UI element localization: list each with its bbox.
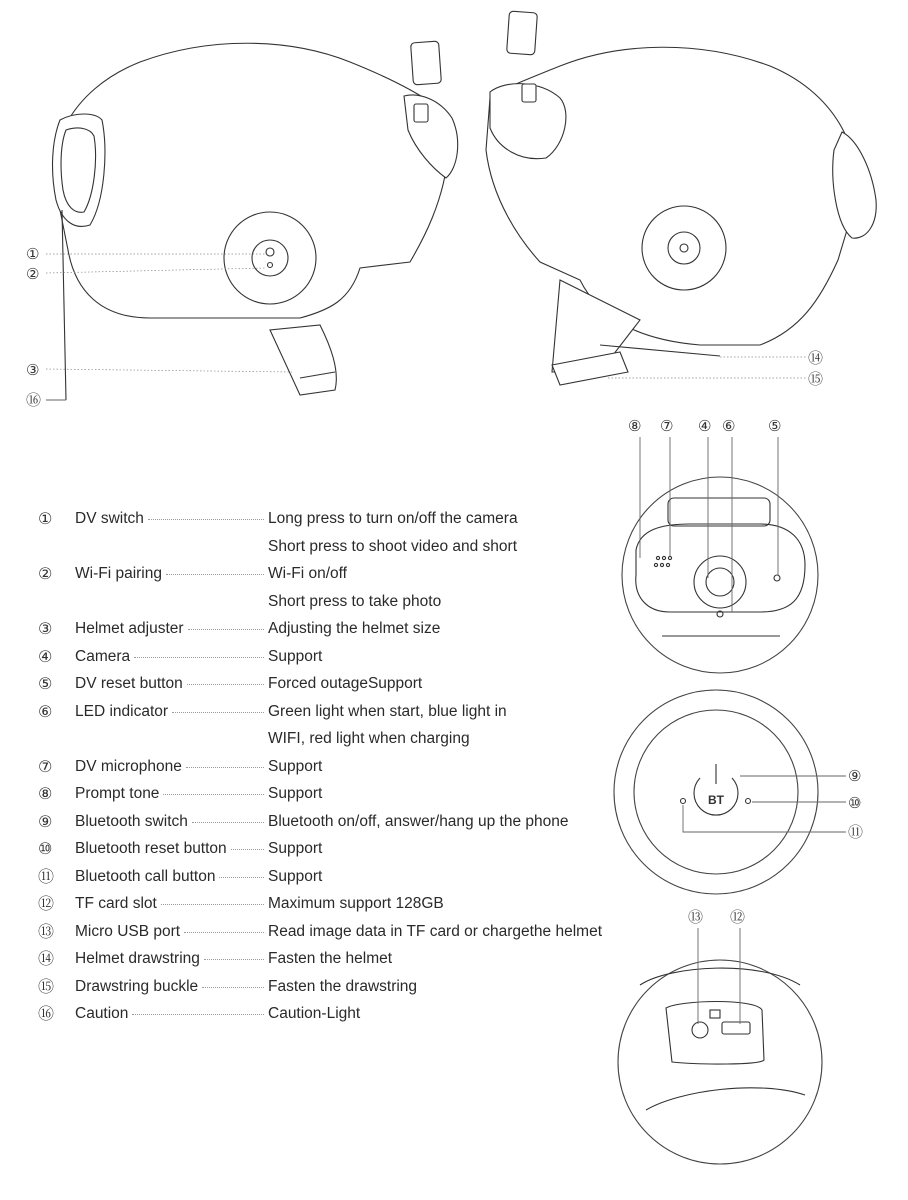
callout-3: ③ bbox=[26, 361, 40, 379]
legend-row bbox=[38, 890, 658, 918]
legend-description: Wi-Fi on/off bbox=[268, 565, 347, 582]
legend-description: WIFI, red light when charging bbox=[268, 730, 470, 747]
legend-name: DV switch bbox=[75, 510, 144, 527]
callout-4: ④ bbox=[698, 417, 712, 435]
legend-row bbox=[38, 505, 658, 533]
legend-number: ⑩ bbox=[38, 839, 53, 858]
legend-leader-line bbox=[204, 959, 264, 960]
legend-number: ④ bbox=[38, 646, 53, 666]
legend-leader-line bbox=[132, 1014, 264, 1015]
legend-row bbox=[38, 808, 658, 836]
legend-name: Bluetooth call button bbox=[75, 867, 216, 885]
legend-description: Short press to take photo bbox=[268, 592, 442, 610]
legend-number: ⑧ bbox=[38, 784, 53, 803]
legend-leader-line bbox=[202, 987, 264, 988]
legend-name: Bluetooth reset button bbox=[75, 840, 227, 857]
legend-row bbox=[38, 1000, 658, 1028]
legend-row bbox=[38, 533, 658, 561]
legend-description: Caution-Light bbox=[268, 1005, 361, 1022]
legend-description: Bluetooth on/off, answer/hang up the phone bbox=[268, 812, 569, 830]
callout-8: ⑧ bbox=[628, 417, 642, 435]
legend-name: LED indicator bbox=[75, 702, 169, 720]
legend-leader-line bbox=[188, 629, 264, 630]
legend-description: Short press to shoot video and short bbox=[268, 537, 518, 555]
legend-number: ⑥ bbox=[38, 701, 53, 721]
legend-description: Forced outageSupport bbox=[268, 675, 423, 692]
legend-name: Caution bbox=[75, 1005, 129, 1022]
callout-2: ② bbox=[26, 265, 40, 283]
legend-number: ⑯ bbox=[38, 1004, 55, 1023]
legend-description: Support bbox=[268, 840, 323, 857]
legend-leader-line bbox=[187, 684, 264, 685]
legend-number: ⑫ bbox=[38, 894, 55, 913]
callout-7: ⑦ bbox=[660, 417, 674, 435]
callout-9: ⑨ bbox=[848, 767, 862, 785]
legend-leader-line bbox=[163, 794, 264, 795]
legend-description: Support bbox=[268, 757, 323, 775]
callout-14: ⑭ bbox=[808, 349, 824, 367]
legend-number: ⑦ bbox=[38, 756, 53, 776]
legend-description: Support bbox=[268, 647, 323, 665]
legend-name: DV microphone bbox=[75, 757, 182, 775]
legend-number: ③ bbox=[38, 619, 53, 638]
legend-leader-line bbox=[184, 932, 264, 933]
legend-name: Camera bbox=[75, 647, 131, 665]
legend-number: ⑭ bbox=[38, 949, 55, 968]
legend-number: ⑮ bbox=[38, 976, 55, 996]
legend-leader-line bbox=[161, 904, 264, 905]
bt-button-label: BT bbox=[708, 793, 724, 807]
callout-12: ⑫ bbox=[730, 908, 746, 926]
legend-row bbox=[38, 615, 658, 643]
callout-15: ⑮ bbox=[808, 370, 824, 388]
legend-description: Fasten the drawstring bbox=[268, 977, 418, 995]
legend-number: ⑬ bbox=[38, 921, 55, 941]
legend-row bbox=[38, 753, 658, 781]
legend-description: Green light when start, blue light in bbox=[268, 702, 507, 720]
legend-leader-line bbox=[186, 767, 264, 768]
legend-name: Wi-Fi pairing bbox=[75, 565, 162, 582]
legend-leader-line bbox=[134, 657, 264, 658]
legend-row bbox=[38, 725, 658, 753]
legend-row bbox=[38, 670, 658, 698]
legend-row bbox=[38, 835, 658, 863]
legend-row bbox=[38, 945, 658, 973]
legend-description: Maximum support 128GB bbox=[268, 895, 444, 912]
legend-number: ⑨ bbox=[38, 811, 53, 831]
legend-row bbox=[38, 643, 658, 671]
legend-leader-line bbox=[166, 574, 264, 575]
callout-13: ⑬ bbox=[688, 908, 704, 926]
legend-name: Helmet drawstring bbox=[75, 950, 200, 967]
legend-name: Prompt tone bbox=[75, 785, 160, 802]
legend-description: Adjusting the helmet size bbox=[268, 620, 441, 637]
legend-row bbox=[38, 588, 658, 616]
legend-leader-line bbox=[219, 877, 264, 878]
legend-row bbox=[38, 918, 658, 946]
legend-name: TF card slot bbox=[75, 895, 157, 912]
callout-11: ⑪ bbox=[848, 823, 864, 841]
legend-row bbox=[38, 560, 658, 588]
legend-description: Fasten the helmet bbox=[268, 950, 393, 967]
legend-leader-line bbox=[148, 519, 264, 520]
legend-row bbox=[38, 863, 658, 891]
legend-number: ⑪ bbox=[38, 866, 55, 886]
legend-name: Helmet adjuster bbox=[75, 620, 184, 637]
callout-16: ⑯ bbox=[26, 391, 42, 409]
callout-6: ⑥ bbox=[722, 417, 736, 435]
right-helmet-illustration bbox=[486, 11, 876, 385]
callout-5: ⑤ bbox=[768, 417, 782, 435]
legend-row bbox=[38, 973, 658, 1001]
legend-description: Support bbox=[268, 785, 323, 802]
legend-description: Long press to turn on/off the camera bbox=[268, 510, 518, 527]
callout-1: ① bbox=[26, 245, 40, 263]
legend-leader-line bbox=[231, 849, 264, 850]
legend-row bbox=[38, 698, 658, 726]
legend-leader-line bbox=[172, 712, 264, 713]
legend-name: DV reset button bbox=[75, 675, 183, 692]
left-helmet-illustration bbox=[53, 41, 458, 400]
legend-number: ⑤ bbox=[38, 674, 53, 693]
legend-number: ② bbox=[38, 564, 53, 583]
legend-description: Read image data in TF card or chargethe helmet bbox=[268, 922, 603, 940]
legend-description: Support bbox=[268, 867, 323, 885]
feature-legend bbox=[38, 505, 658, 1028]
legend-number: ① bbox=[38, 509, 53, 528]
callout-10: ⑩ bbox=[848, 794, 862, 812]
legend-name: Micro USB port bbox=[75, 922, 181, 940]
legend-row bbox=[38, 780, 658, 808]
legend-leader-line bbox=[192, 822, 264, 823]
legend-name: Drawstring buckle bbox=[75, 977, 199, 995]
legend-name: Bluetooth switch bbox=[75, 812, 188, 830]
